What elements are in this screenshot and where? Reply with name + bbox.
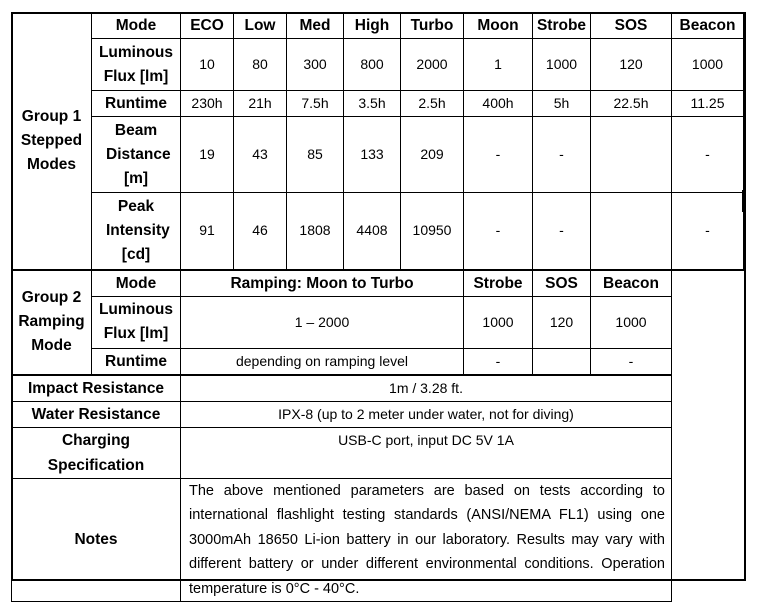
table-cell: 120: [591, 39, 672, 91]
impact-row: [12, 375, 744, 402]
table-cell: 85: [287, 117, 344, 193]
header-strobe: Strobe: [533, 13, 591, 39]
table-cell: -: [464, 117, 533, 193]
impact-value: 1m / 3.28 ft.: [181, 375, 672, 402]
table-cell: 230h: [181, 91, 234, 117]
table-cell: 91: [181, 193, 234, 270]
group2-header-sos: SOS: [533, 270, 591, 297]
impact-label: Impact Resistance: [12, 375, 181, 402]
table-cell: 1: [464, 39, 533, 91]
table-cell: 46: [234, 193, 287, 270]
charging-row: [12, 427, 744, 478]
table-cell: 1000: [672, 39, 744, 91]
table-cell: 11.25: [672, 91, 744, 117]
charging-label: Charging Specification: [12, 427, 181, 478]
header-low: Low: [234, 13, 287, 39]
header-turbo: Turbo: [401, 13, 464, 39]
table-cell: 7.5h: [287, 91, 344, 117]
table-cell: 22.5h: [591, 91, 672, 117]
table-cell: 800: [344, 39, 401, 91]
header-med: Med: [287, 13, 344, 39]
table-cell: [533, 348, 591, 375]
table-cell: -: [672, 117, 744, 193]
group2-runtime-label: Runtime: [92, 348, 181, 375]
table-cell: [591, 117, 672, 193]
notes-row: [12, 478, 744, 602]
group1-runtime-row: [12, 91, 744, 117]
table-cell: 3.5h: [344, 91, 401, 117]
table-cell: -: [672, 193, 744, 270]
group2-runtime-ramping: depending on ramping level: [181, 348, 464, 375]
intensity-label: Peak Intensity [cd]: [92, 193, 181, 270]
table-cell: 80: [234, 39, 287, 91]
table-cell: 133: [344, 117, 401, 193]
notes-text: The above mentioned parameters are based on tests according to international flashlight testing standards (ANSI/NEMA FL1) using one 3000mAh 18650 Li-ion battery in our laboratory. Results may vary with different battery or under different environmental conditions. Operation temperature is 0°C - 40°C.: [181, 478, 672, 602]
water-value: IPX-8 (up to 2 meter under water, not for diving): [181, 401, 672, 427]
group2-header-ramping: Ramping: Moon to Turbo: [181, 270, 464, 297]
table-cell: 5h: [533, 91, 591, 117]
table-cell: 43: [234, 117, 287, 193]
table-cell: 4408: [344, 193, 401, 270]
table-cell: 209: [401, 117, 464, 193]
table-cell: 1808: [287, 193, 344, 270]
table-cell: 1000: [533, 39, 591, 91]
table-cell: 10: [181, 39, 234, 91]
table-cell: [591, 193, 672, 270]
group1-header-row: [12, 13, 744, 39]
header-mode: Mode: [92, 13, 181, 39]
group2-label: Group 2 Ramping Mode: [12, 270, 92, 375]
group2-flux-label: Luminous Flux [lm]: [92, 296, 181, 348]
group1-intensity-row: [12, 193, 744, 270]
charging-value: USB-C port, input DC 5V 1A: [181, 427, 672, 478]
table-cell: -: [533, 193, 591, 270]
table-cell: 400h: [464, 91, 533, 117]
table-cell: 19: [181, 117, 234, 193]
water-label: Water Resistance: [12, 401, 181, 427]
table-cell: 10950: [401, 193, 464, 270]
group2-flux-ramping: 1 – 2000: [181, 296, 464, 348]
group2-flux-row: [12, 296, 744, 348]
header-high: High: [344, 13, 401, 39]
header-moon: Moon: [464, 13, 533, 39]
table-cell: -: [533, 117, 591, 193]
table-cell: 1000: [464, 296, 533, 348]
table-cell: 1000: [591, 296, 672, 348]
runtime-label: Runtime: [92, 91, 181, 117]
group2-runtime-row: [12, 348, 744, 375]
group2-header-mode: Mode: [92, 270, 181, 297]
table-cell: -: [591, 348, 672, 375]
notes-label: Notes: [12, 478, 181, 602]
table-cell: 120: [533, 296, 591, 348]
table-cell: 2.5h: [401, 91, 464, 117]
group2-header-strobe: Strobe: [464, 270, 533, 297]
table-cell: -: [464, 193, 533, 270]
edge-marker: [742, 190, 745, 212]
spec-table: [11, 12, 744, 602]
water-row: [12, 401, 744, 427]
group1-label: Group 1 Stepped Modes: [12, 13, 92, 270]
group1-beam-row: [12, 117, 744, 193]
group2-header-row: [12, 270, 744, 297]
table-cell: 21h: [234, 91, 287, 117]
table-cell: 2000: [401, 39, 464, 91]
header-beacon: Beacon: [672, 13, 744, 39]
table-cell: 300: [287, 39, 344, 91]
group1-flux-row: [12, 39, 744, 91]
flux-label: Luminous Flux [lm]: [92, 39, 181, 91]
header-eco: ECO: [181, 13, 234, 39]
header-sos: SOS: [591, 13, 672, 39]
beam-label: Beam Distance [m]: [92, 117, 181, 193]
group2-header-beacon: Beacon: [591, 270, 672, 297]
table-cell: -: [464, 348, 533, 375]
